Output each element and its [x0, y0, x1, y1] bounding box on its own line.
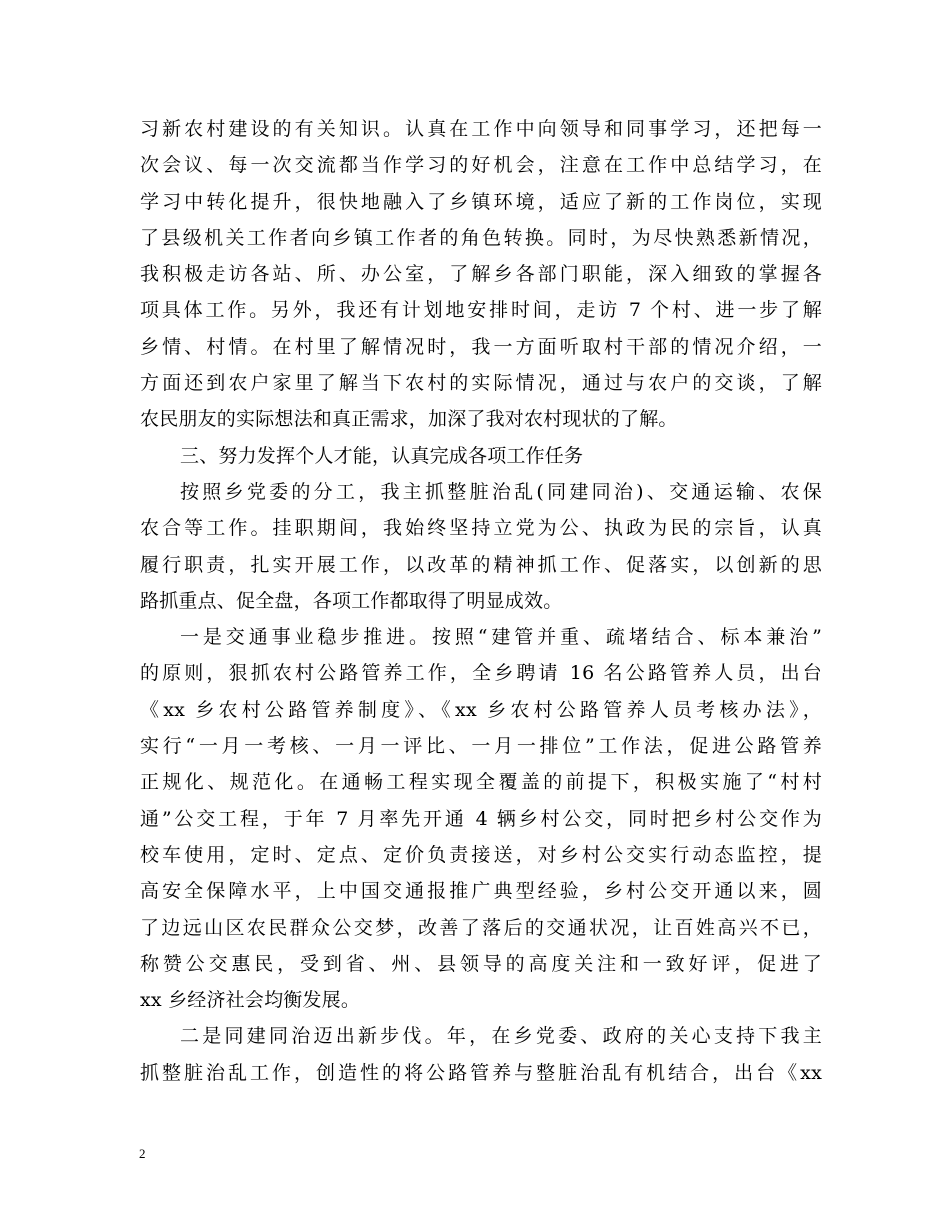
text-line: 《xx 乡农村公路管养制度》、《xx 乡农村公路管养人员考核办法》， — [140, 698, 822, 721]
text-line: 抓整脏治乱工作，创造性的将公路管养与整脏治乱有机结合，出台《xx — [140, 1061, 822, 1084]
text-line: 称赞公交惠民，受到省、州、县领导的高度关注和一致好评，促进了 — [140, 952, 822, 975]
page-number: 2 — [139, 1146, 146, 1161]
text-line: 二是同建同治迈出新步伐。年，在乡党委、政府的关心支持下我主 — [180, 1025, 822, 1048]
text-line: 一是交通事业稳步推进。按照“建管并重、疏堵结合、标本兼治” — [180, 626, 822, 649]
paragraph-transport — [140, 619, 822, 1018]
paragraph-governance — [140, 1018, 822, 1091]
text-line: 习新农村建设的有关知识。认真在工作中向领导和同事学习，还把每一 — [140, 118, 822, 140]
paragraph-division-of-work — [140, 474, 822, 619]
text-line: 学习中转化提升，很快地融入了乡镇环境，适应了新的工作岗位，实现 — [140, 190, 822, 213]
text-line: 乡情、村情。在村里了解情况时，我一方面听取村干部的情况介绍，一 — [140, 335, 822, 358]
text-line: 农合等工作。挂职期间，我始终坚持立党为公、执政为民的宗旨，认真 — [140, 517, 822, 540]
section-heading — [140, 438, 822, 474]
text-line: 农民朋友的实际想法和真正需求，加深了我对农村现状的了解。 — [140, 408, 678, 431]
text-line: 我积极走访各站、所、办公室，了解乡各部门职能，深入细致的掌握各 — [140, 263, 822, 286]
text-line: 按照乡党委的分工，我主抓整脏治乱(同建同治)、交通运输、农保 — [180, 480, 822, 503]
text-line: 实行“一月一考核、一月一评比、一月一排位”工作法，促进公路管养 — [140, 735, 822, 758]
text-line: 高安全保障水平，上中国交通报推广典型经验，乡村公交开通以来，圆 — [140, 880, 822, 903]
text-line: 了县级机关工作者向乡镇工作者的角色转换。同时，为尽快熟悉新情况， — [140, 226, 822, 249]
document-body — [140, 111, 822, 1091]
text-line: 路抓重点、促全盘，各项工作都取得了明显成效。 — [140, 589, 563, 612]
heading-line: 三、努力发挥个人才能，认真完成各项工作任务 — [180, 444, 584, 467]
text-line: 了边远山区农民群众公交梦，改善了落后的交通状况，让百姓高兴不已， — [140, 916, 822, 939]
text-line: 方面还到农户家里了解当下农村的实际情况，通过与农户的交谈，了解 — [140, 372, 822, 395]
text-line: 校车使用，定时、定点、定价负责接送，对乡村公交实行动态监控，提 — [140, 843, 822, 866]
paragraph-learning — [140, 111, 822, 438]
text-line: 次会议、每一次交流都当作学习的好机会，注意在工作中总结学习，在 — [140, 154, 822, 177]
text-line: 正规化、规范化。在通畅工程实现全覆盖的前提下，积极实施了“村村 — [140, 771, 822, 794]
text-line: 项具体工作。另外，我还有计划地安排时间，走访 7 个村、进一步了解 — [140, 299, 822, 322]
text-line: 通”公交工程，于年 7 月率先开通 4 辆乡村公交，同时把乡村公交作为 — [140, 807, 822, 830]
text-line: 的原则，狠抓农村公路管养工作，全乡聘请 16 名公路管养人员，出台 — [140, 662, 822, 685]
text-line: 履行职责，扎实开展工作，以改革的精神抓工作、促落实，以创新的思 — [140, 553, 822, 576]
text-line: xx 乡经济社会均衡发展。 — [140, 989, 361, 1012]
